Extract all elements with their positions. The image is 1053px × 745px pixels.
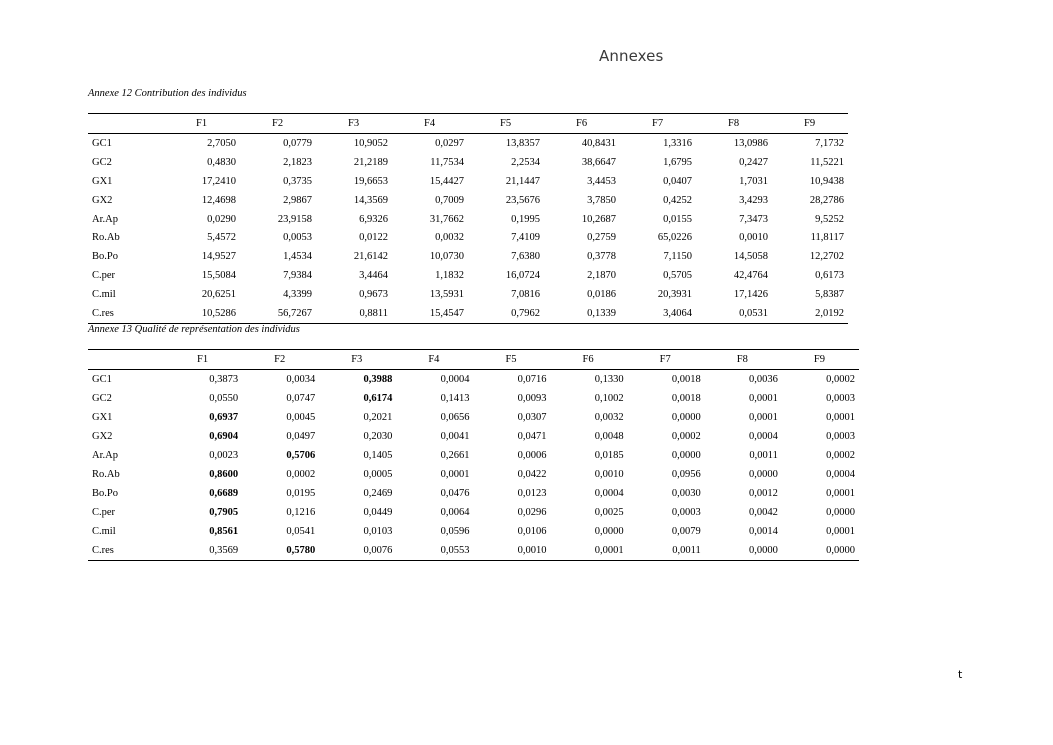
table2-caption: Annexe 13 Qualité de représentation des individus [88, 324, 300, 335]
table-cell: 0,3778 [587, 251, 616, 263]
table-cell: 0,1330 [594, 374, 624, 385]
table-cell: 0,0045 [286, 412, 316, 423]
table-cell: 0,9673 [359, 289, 388, 301]
table-cell: 15,4547 [392, 304, 468, 323]
table-cell: 0,0000 [671, 450, 701, 461]
table-row [88, 134, 848, 153]
column-header-f8: F8 [705, 350, 782, 370]
table-cell: 2,1870 [587, 270, 616, 282]
table-cell: 0,0000 [826, 507, 855, 518]
table-cell: 0,0002 [826, 450, 855, 461]
table-cell: 0,3735 [283, 175, 312, 187]
table-cell: 2,1823 [283, 156, 312, 168]
table-cell: 0,5706 [286, 450, 316, 461]
column-header-f5: F5 [468, 114, 544, 134]
table-cell: 0,0476 [440, 488, 470, 499]
row-label: GX2 [92, 431, 113, 442]
column-header-f4: F4 [392, 114, 468, 134]
table-row [88, 408, 859, 427]
column-header-f6: F6 [544, 114, 620, 134]
table-cell: 7,6380 [511, 251, 540, 263]
table-cell: 2,9867 [283, 194, 312, 206]
table-cell: 42,4764 [733, 270, 768, 282]
row-label: C.res [88, 304, 164, 323]
table-cell: 1,7031 [739, 175, 768, 187]
table-cell: 0,2030 [363, 431, 393, 442]
table-cell: 0,0000 [594, 526, 624, 537]
table-cell: 0,6904 [209, 431, 239, 442]
table-cell: 0,3873 [209, 374, 239, 385]
table-cell: 0,0422 [517, 469, 547, 480]
table-cell: 0,6937 [209, 412, 239, 423]
table-cell: 1,1832 [435, 270, 464, 282]
table-cell: 9,5252 [815, 213, 844, 225]
column-header-f2: F2 [240, 114, 316, 134]
table-cell: 0,0030 [671, 488, 701, 499]
table-cell: 0,0042 [749, 507, 778, 518]
table-cell: 7,0816 [511, 289, 540, 301]
table-cell: 2,0192 [772, 304, 848, 323]
table-cell: 13,5931 [429, 289, 464, 301]
column-header-f2: F2 [242, 350, 319, 370]
table-cell: 3,4293 [739, 194, 768, 206]
table-row [88, 370, 859, 390]
table-cell: 0,0407 [663, 175, 692, 187]
table-row [88, 153, 848, 172]
table-cell: 16,0724 [505, 270, 540, 282]
table-cell: 0,5705 [663, 270, 692, 282]
table-cell: 0,1002 [594, 393, 624, 404]
table-row [88, 484, 859, 503]
table-cell: 20,6251 [201, 289, 236, 301]
row-label: GC2 [92, 393, 112, 404]
table-cell: 0,5780 [242, 541, 319, 561]
table-cell: 0,0000 [705, 541, 782, 561]
table-cell: 0,8561 [209, 526, 239, 537]
table-cell: 0,0064 [440, 507, 470, 518]
quality-table [88, 349, 859, 561]
row-label: GX1 [92, 412, 113, 423]
table-header-row [88, 350, 859, 370]
table-cell: 0,0001 [749, 412, 778, 423]
table-cell: 0,0001 [551, 541, 628, 561]
table-header-row [88, 114, 848, 134]
column-header-f4: F4 [396, 350, 473, 370]
table-cell: 0,0956 [671, 469, 701, 480]
table-cell: 0,0002 [826, 374, 855, 385]
table-cell: 0,0541 [286, 526, 316, 537]
table-cell: 0,0034 [286, 374, 316, 385]
table-row [88, 228, 848, 247]
table-cell: 0,8811 [316, 304, 392, 323]
table-row [88, 172, 848, 191]
table-cell: 0,0014 [749, 526, 778, 537]
table-cell: 23,9158 [277, 213, 312, 225]
table-cell: 31,7662 [429, 213, 464, 225]
table-cell: 65,0226 [657, 232, 692, 244]
table-cell: 0,0004 [440, 374, 470, 385]
table-row [88, 446, 859, 465]
table-cell: 1,3316 [663, 137, 692, 149]
table-cell: 0,0001 [826, 488, 855, 499]
table-row [88, 191, 848, 210]
table-cell: 10,9438 [809, 175, 844, 187]
table-cell: 0,0010 [739, 232, 768, 244]
table-cell: 0,0596 [440, 526, 470, 537]
table-cell: 23,5676 [505, 194, 540, 206]
table-cell: 7,4109 [511, 232, 540, 244]
table-cell: 7,3473 [739, 213, 768, 225]
table-cell: 0,2759 [587, 232, 616, 244]
table-cell: 0,0005 [363, 469, 393, 480]
table-row [88, 503, 859, 522]
table-cell: 40,8431 [581, 137, 616, 149]
table-cell: 14,3569 [353, 194, 388, 206]
table-cell: 0,1413 [440, 393, 470, 404]
row-label: GC1 [92, 137, 112, 149]
table-cell: 0,0471 [517, 431, 547, 442]
table-cell: 0,0001 [826, 526, 855, 537]
table-cell: 15,5084 [201, 270, 236, 282]
row-header-corner [88, 350, 165, 370]
table-cell: 0,0001 [826, 412, 855, 423]
table-cell: 3,4464 [359, 270, 388, 282]
table-cell: 21,6142 [353, 251, 388, 263]
table-cell: 0,0656 [440, 412, 470, 423]
table-cell: 0,1995 [511, 213, 540, 225]
table-cell: 0,0011 [628, 541, 705, 561]
table-cell: 0,4252 [663, 194, 692, 206]
table-cell: 0,0004 [826, 469, 855, 480]
column-header-f3: F3 [316, 114, 392, 134]
table-cell: 0,0186 [587, 289, 616, 301]
table-cell: 0,0122 [359, 232, 388, 244]
table-cell: 38,6647 [581, 156, 616, 168]
table-cell: 0,0747 [286, 393, 316, 404]
table1-caption: Annexe 12 Contribution des individus [88, 88, 247, 99]
table-cell: 10,0730 [429, 251, 464, 263]
table-cell: 0,2427 [739, 156, 768, 168]
table-cell: 0,0041 [440, 431, 470, 442]
table-cell: 0,0003 [826, 431, 855, 442]
column-header-f3: F3 [319, 350, 396, 370]
table-cell: 10,5286 [164, 304, 240, 323]
table-cell: 7,1150 [663, 251, 692, 263]
column-header-f9: F9 [772, 114, 848, 134]
row-label: C.mil [92, 289, 116, 301]
table-cell: 13,0986 [733, 137, 768, 149]
row-label: GX1 [92, 175, 113, 187]
table-cell: 0,0025 [594, 507, 624, 518]
table-cell: 56,7267 [240, 304, 316, 323]
table-cell: 12,2702 [809, 251, 844, 263]
table-cell: 5,8387 [815, 289, 844, 301]
table-cell: 0,3988 [363, 374, 393, 385]
table-cell: 0,4830 [207, 156, 236, 168]
table-cell: 20,3931 [657, 289, 692, 301]
table-row [88, 266, 848, 285]
table-cell: 14,9527 [201, 251, 236, 263]
table-row [88, 541, 859, 561]
row-header-corner [88, 114, 164, 134]
table-cell: 21,1447 [505, 175, 540, 187]
table-cell: 0,6689 [209, 488, 239, 499]
column-header-f7: F7 [628, 350, 705, 370]
row-label: Ar.Ap [92, 450, 118, 461]
table-cell: 0,0032 [435, 232, 464, 244]
table-cell: 17,2410 [201, 175, 236, 187]
table-row [88, 285, 848, 304]
table-cell: 0,0531 [696, 304, 772, 323]
table-cell: 1,4534 [283, 251, 312, 263]
table-cell: 0,6173 [815, 270, 844, 282]
row-label: C.per [92, 270, 116, 282]
table-cell: 0,0497 [286, 431, 316, 442]
table-cell: 0,0307 [517, 412, 547, 423]
table-cell: 3,4064 [620, 304, 696, 323]
table-cell: 0,0023 [209, 450, 239, 461]
table-cell: 0,0290 [207, 213, 236, 225]
table-cell: 0,0155 [663, 213, 692, 225]
table-cell: 0,0716 [517, 374, 547, 385]
table-cell: 0,0004 [594, 488, 624, 499]
table-cell: 0,0006 [517, 450, 547, 461]
table-cell: 0,0296 [517, 507, 547, 518]
table-cell: 21,2189 [353, 156, 388, 168]
table-cell: 0,0103 [363, 526, 393, 537]
table-row [88, 304, 848, 323]
column-header-f7: F7 [620, 114, 696, 134]
row-label: Ro.Ab [92, 469, 120, 480]
table-cell: 0,0053 [283, 232, 312, 244]
table-cell: 0,0003 [826, 393, 855, 404]
table-cell: 7,9384 [283, 270, 312, 282]
table-cell: 7,1732 [815, 137, 844, 149]
row-label: Ar.Ap [92, 213, 118, 225]
table-cell: 10,2687 [581, 213, 616, 225]
table-cell: 13,8357 [505, 137, 540, 149]
table-cell: 1,6795 [663, 156, 692, 168]
table-row [88, 522, 859, 541]
table-cell: 0,7009 [435, 194, 464, 206]
table-cell: 0,0000 [671, 412, 701, 423]
table-cell: 11,5221 [810, 156, 844, 168]
table-cell: 0,0002 [286, 469, 316, 480]
row-label: C.per [92, 507, 116, 518]
table-cell: 0,0002 [671, 431, 701, 442]
table-cell: 0,0106 [517, 526, 547, 537]
row-label: Bo.Po [92, 251, 118, 263]
table-cell: 0,0779 [283, 137, 312, 149]
table-cell: 0,1405 [363, 450, 393, 461]
table-cell: 0,1339 [544, 304, 620, 323]
table-cell: 0,0185 [594, 450, 624, 461]
table-cell: 19,6653 [353, 175, 388, 187]
table-cell: 0,3569 [165, 541, 242, 561]
table-cell: 0,0010 [473, 541, 550, 561]
table-cell: 0,0079 [671, 526, 701, 537]
table-cell: 0,0036 [749, 374, 778, 385]
table-cell: 0,0297 [435, 137, 464, 149]
table-cell: 0,2661 [440, 450, 470, 461]
table-cell: 0,7905 [209, 507, 239, 518]
table-cell: 0,0018 [671, 393, 701, 404]
table-cell: 6,9326 [359, 213, 388, 225]
table-cell: 4,3399 [283, 289, 312, 301]
table-cell: 0,0001 [749, 393, 778, 404]
table-cell: 14,5058 [733, 251, 768, 263]
table-cell: 0,0553 [396, 541, 473, 561]
table-cell: 0,0032 [594, 412, 624, 423]
table-cell: 0,1216 [286, 507, 316, 518]
table-cell: 0,0048 [594, 431, 624, 442]
table-cell: 0,0000 [782, 541, 859, 561]
column-header-f5: F5 [473, 350, 550, 370]
column-header-f9: F9 [782, 350, 859, 370]
table-cell: 0,0011 [749, 450, 778, 461]
table-cell: 0,8600 [209, 469, 239, 480]
table-cell: 0,2469 [363, 488, 393, 499]
row-label: GC2 [92, 156, 112, 168]
table-row [88, 465, 859, 484]
table-cell: 12,4698 [201, 194, 236, 206]
table-cell: 0,0001 [440, 469, 470, 480]
page-header-title: Annexes [599, 47, 664, 65]
table-row [88, 389, 859, 408]
table-cell: 0,0012 [749, 488, 778, 499]
column-header-f1: F1 [165, 350, 242, 370]
table-row [88, 427, 859, 446]
table-cell: 0,2021 [363, 412, 393, 423]
table-cell: 0,0003 [671, 507, 701, 518]
table-cell: 0,0195 [286, 488, 316, 499]
table-cell: 11,7534 [430, 156, 464, 168]
table-cell: 0,6174 [363, 393, 393, 404]
table-row [88, 210, 848, 229]
row-label: GC1 [92, 374, 112, 385]
table-cell: 0,7962 [468, 304, 544, 323]
table-cell: 3,4453 [587, 175, 616, 187]
row-label: Ro.Ab [92, 232, 120, 244]
table-cell: 0,0449 [363, 507, 393, 518]
table-cell: 28,2786 [809, 194, 844, 206]
table-cell: 0,0018 [671, 374, 701, 385]
row-label: C.mil [92, 526, 116, 537]
table-cell: 2,7050 [207, 137, 236, 149]
column-header-f6: F6 [551, 350, 628, 370]
table-cell: 0,0010 [594, 469, 624, 480]
table-cell: 0,0004 [749, 431, 778, 442]
table-row [88, 247, 848, 266]
table-cell: 0,0076 [319, 541, 396, 561]
footer-mark: t [958, 668, 963, 681]
contribution-table [88, 113, 848, 324]
row-label: GX2 [92, 194, 113, 206]
table-cell: 0,0550 [209, 393, 239, 404]
column-header-f8: F8 [696, 114, 772, 134]
table-cell: 15,4427 [429, 175, 464, 187]
table-cell: 0,0000 [749, 469, 778, 480]
table-cell: 3,7850 [587, 194, 616, 206]
table-cell: 0,0123 [517, 488, 547, 499]
table-cell: 0,0093 [517, 393, 547, 404]
table-cell: 11,8117 [810, 232, 844, 244]
table-cell: 2,2534 [511, 156, 540, 168]
table-cell: 10,9052 [353, 137, 388, 149]
column-header-f1: F1 [164, 114, 240, 134]
table-cell: 17,1426 [733, 289, 768, 301]
row-label: C.res [88, 541, 165, 561]
row-label: Bo.Po [92, 488, 118, 499]
table-cell: 5,4572 [207, 232, 236, 244]
